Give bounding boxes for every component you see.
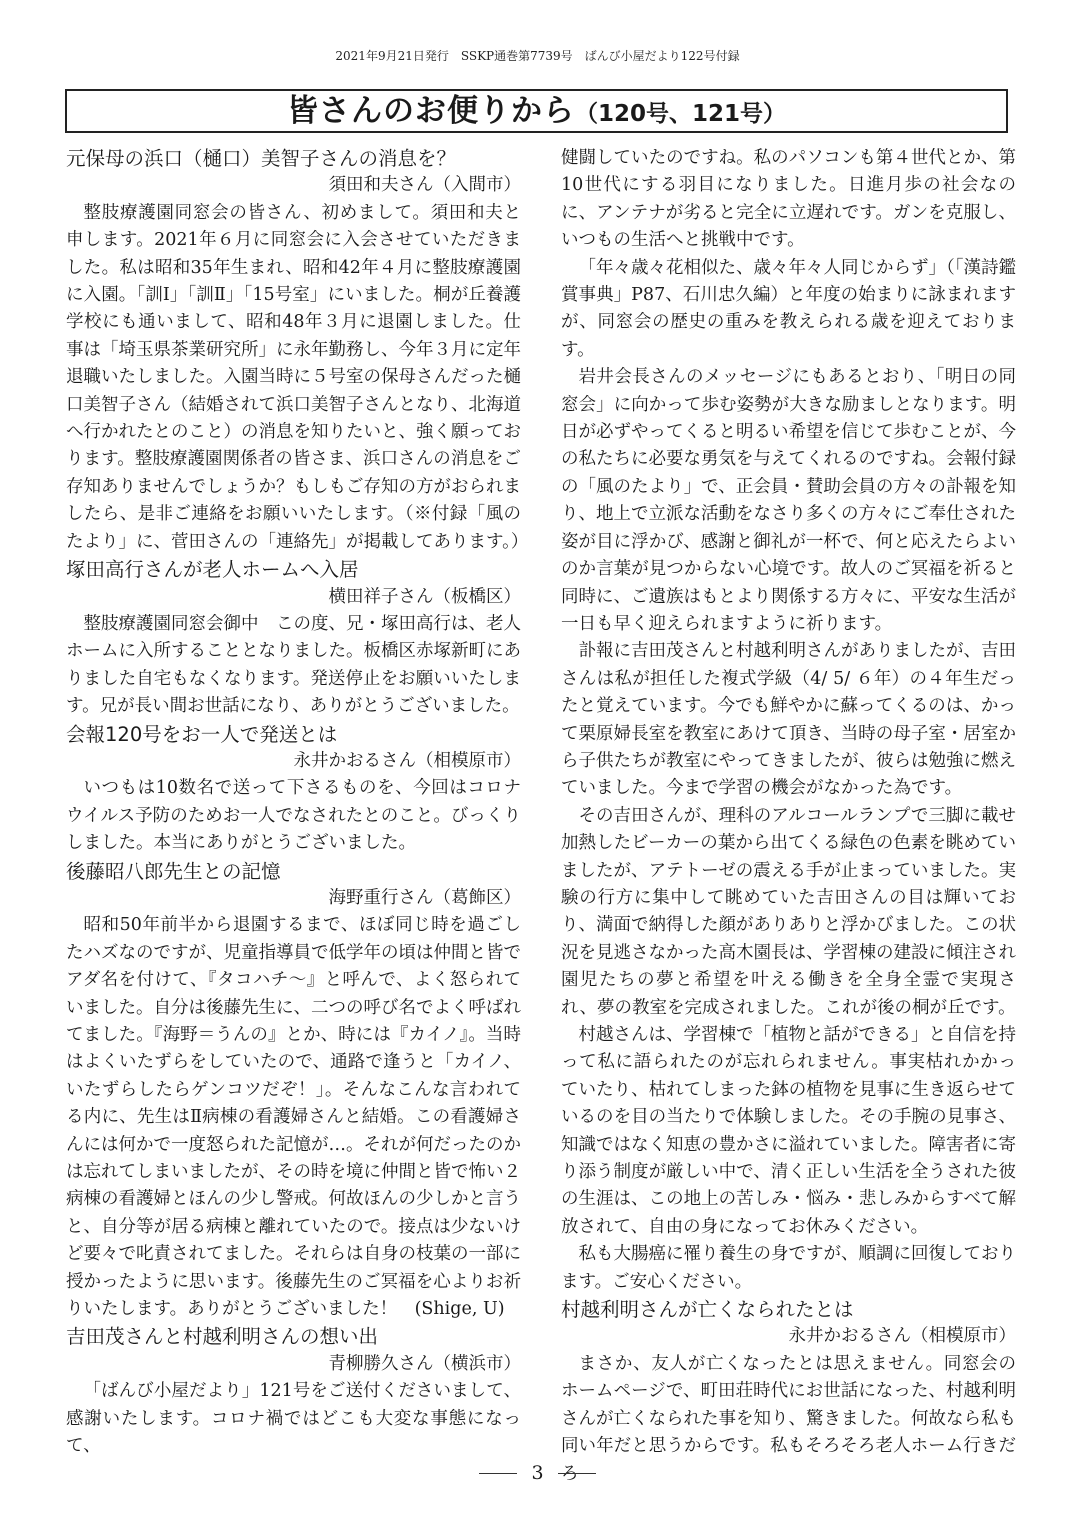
page-title-box <box>65 89 1008 133</box>
letter-author: 永井かおるさん（相模原市） <box>788 1326 1016 1347</box>
continued-paragraph: 岩井会長さんのメッセージにもあるとおり、「明日の同窓会」に向かって歩む姿勢が大きな励ましとなります。明日が必ずやってくると明るい希望を信じて歩むことが、今の私たちに必要な勇気を与えてくれるのですね。会報付録の「風のたより」で、正会員・賛助会員の方々の訃報を知り、地上で立派な活動をなさり多くの方々にご奉仕された姿が目に浮かび、感謝と御礼が一杯で、何と応えたらよいのか言葉が見つからない心境です。故人のご冥福を祈ると同時に、ご遺族はもとより関係する方々に、平安な生活が一日も早く迎えられますように祈ります。 <box>561 367 1016 634</box>
letter <box>66 721 521 858</box>
continued-paragraph: 村越さんは、学習棟で「植物と話ができる」と自信を持って私に語られたのが忘れられません。事実枯れかかっていたり、枯れてしまった鉢の植物を見事に生き返らせているのを目の当たりで体験しました。その手腕の見事さ、知識ではなく知恵の豊かさに溢れていました。障害者に寄り添う制度が厳しい中で、清く正しい生活を全うされた彼の生涯は、この地上の苦しみ・悩み・悲しみからすべて解放されて、自由の身になってお休みください。 <box>561 1025 1016 1237</box>
continued-paragraph: 健闘していたのですね。私のパソコンも第４世代とか、第10世代にする羽目になりました。日進月歩の社会なのに、アンテナが劣ると完全に立遅れです。ガンを克服し、いつもの生活へと挑戦中です。 <box>561 148 1016 251</box>
continued-paragraph: 私も大腸癌に罹り養生の身ですが、順調に回復しております。ご安心ください。 <box>561 1244 1016 1292</box>
letter-author: 海野重行さん（葛飾区） <box>328 887 521 908</box>
letter-heading: 塚田高行さんが老人ホームへ入居 <box>66 558 359 582</box>
letter <box>66 1323 521 1460</box>
letter <box>66 556 521 720</box>
issue-header: 2021年9月21日発行 SSKP通巻第7739号 ばんび小屋だより122号付録 <box>335 49 740 63</box>
letter-author: 青柳勝久さん（横浜市） <box>328 1353 521 1374</box>
letter <box>66 145 529 556</box>
letter-heading: 会報120号をお一人で発送とは <box>66 722 338 746</box>
letter-author: 須田和夫さん（入間市） <box>328 175 521 196</box>
letter-heading: 後藤昭八郎先生との記憶 <box>66 859 281 883</box>
continued-paragraph: 「年々歳々花相似た、歳々年々人同じからず」（「漢詩鑑賞事典」P87、石川忠久編）と年度の始まりに詠まれますが、同窓会の歴史の重みを教えられる歳を迎えております。 <box>561 257 1016 360</box>
page-number: 3 <box>531 1462 544 1484</box>
letter-heading: 村越利明さんが亡くなられたとは <box>561 1298 854 1322</box>
page-title-issues: （120号、121号） <box>574 101 787 127</box>
letter-heading: 吉田茂さんと村越利明さんの想い出 <box>66 1325 379 1349</box>
letter-paragraph: 整肢療護園同窓会御中 この度、兄・塚田高行は、老人ホームに入所することとなりました。板橋区赤塚新町にありました自宅もなくなります。発送停止をお願いいたします。兄が長い間お世話になり、ありがとうございました。 <box>66 613 521 717</box>
letter-author: 横田祥子さん（板橋区） <box>328 586 521 607</box>
letter-heading: 元保母の浜口（樋口）美智子さんの消息を？ <box>66 147 457 170</box>
letter <box>561 1296 1016 1488</box>
letter-author: 永井かおるさん（相模原市） <box>293 750 521 771</box>
letter-paragraph: いつもは10数名で送って下さるものを、今回はコロナウイルス予防のためお一人でなされたとのこと。びっくりしました。本当にありがとうございました。 <box>66 778 521 854</box>
continued-paragraph: その吉田さんが、理科のアルコールランプで三脚に載せ加熱したビーカーの葉から出てくる緑色の色素を眺めていましたが、アテトーゼの震える手が止まっていました。実験の行方に集中して眺めていた吉田さんの目は輝いており、満面で納得した顔がありありと浮かびました。この状況を見逃さなかった高木園長は、学習棟の建設に傾注され園児たちの夢と希望を叶える働きを全身全霊で実現され、夢の教室を完成されました。これが後の桐が丘です。 <box>561 805 1016 1018</box>
letter-paragraph: まさか、友人が亡くなったとは思えません。同窓会のホームページで、町田荘時代にお世話になった、村越利明さんが亡くなられた事を知り、驚きました。何故なら私も同い年だと思うからです。私もそろそろ老人ホーム行きだろ <box>561 1353 1016 1484</box>
page-title: 皆さんのお便りから <box>286 93 575 129</box>
letter-paragraph: 昭和50年前半から退園するまで、ほぼ同じ時を過ごしたハズなのですが、児童指導員で低学年の頃は仲間と皆でアダ名を付けて、『タコハチ～』と呼んで、よく怒られていました。自分は後藤先生に、二つの呼び名でよく呼ばれてました。『海野＝うんの』とか、時には『カイノ』。当時はよくいたずらをしていたので、通路で逢うと「カイノ、いたずらしたらゲンコツだぞ！」。そんなこんな言われてる内に、先生はⅡ病棟の看護婦さんと結婚。この看護婦さんには何かで一度怒られた記憶が…。それが何だったのかは忘れてしまいましたが、その時を境に仲間と皆で怖い２病棟の看護婦とほんの少し警戒。何故ほんの少しかと言うと、自分等が居る病棟と離れていたので。接点は少ないけど要々で叱責されてました。それらは自身の枝葉の一部に授かったように思います。後藤先生のご冥福を心よりお祈りいたします。ありがとうございました！ (Shige, U) <box>66 915 521 1320</box>
right-column <box>561 145 1016 1488</box>
footer-rule-left <box>479 1473 517 1474</box>
continued-paragraph: 訃報に吉田茂さんと村越利明さんがありましたが、吉田さんは私が担任した複式学級（4/ 5/ ６年）の４年生だったと覚えています。今でも鮮やかに蘇ってくるのは、かって栗原婦長室を教室にあけて頂き、当時の母子室・居室から子供たちが教室にやってきましたが、彼らは勉強に燃えていました。今まで学習の機会がなかった為です。 <box>561 641 1016 799</box>
letter-paragraph: 整肢療護園同窓会の皆さん、初めまして。須田和夫と申します。2021年６月に同窓会に入会させていただきました。私は昭和35年生まれ、昭和42年４月に整肢療護園に入園。「訓Ⅰ」「訓Ⅱ」「15号室」にいました。桐が丘養護学校にも通いまして、昭和48年３月に退園しました。仕事は「埼玉県茶業研究所」に永年勤務し、今年３月に定年退職いたしました。入園当時に５号室の保母さんだった樋口美智子さん（結婚されて浜口美智子さんとなり、北海道へ行かれたとのこと）の消息を知りたいと、強く願っております。整肢療護園関係者の皆さま、浜口さんの消息をご存知ありませんでしょうか？もしもご存知の方がおられましたら、是非ご連絡をお願いいたします。（※付録「風のたより」に、菅田さんの「連絡先」が掲載してあります。） <box>66 202 529 552</box>
letter <box>66 858 521 1324</box>
footer-rule-right <box>558 1473 596 1474</box>
left-column <box>66 145 529 1461</box>
page-footer <box>0 1462 1075 1484</box>
letter-paragraph: 「ばんび小屋だより」121号をご送付くださいまして、感謝いたします。コロナ禍ではどこも大変な事態になって、 <box>66 1381 521 1457</box>
